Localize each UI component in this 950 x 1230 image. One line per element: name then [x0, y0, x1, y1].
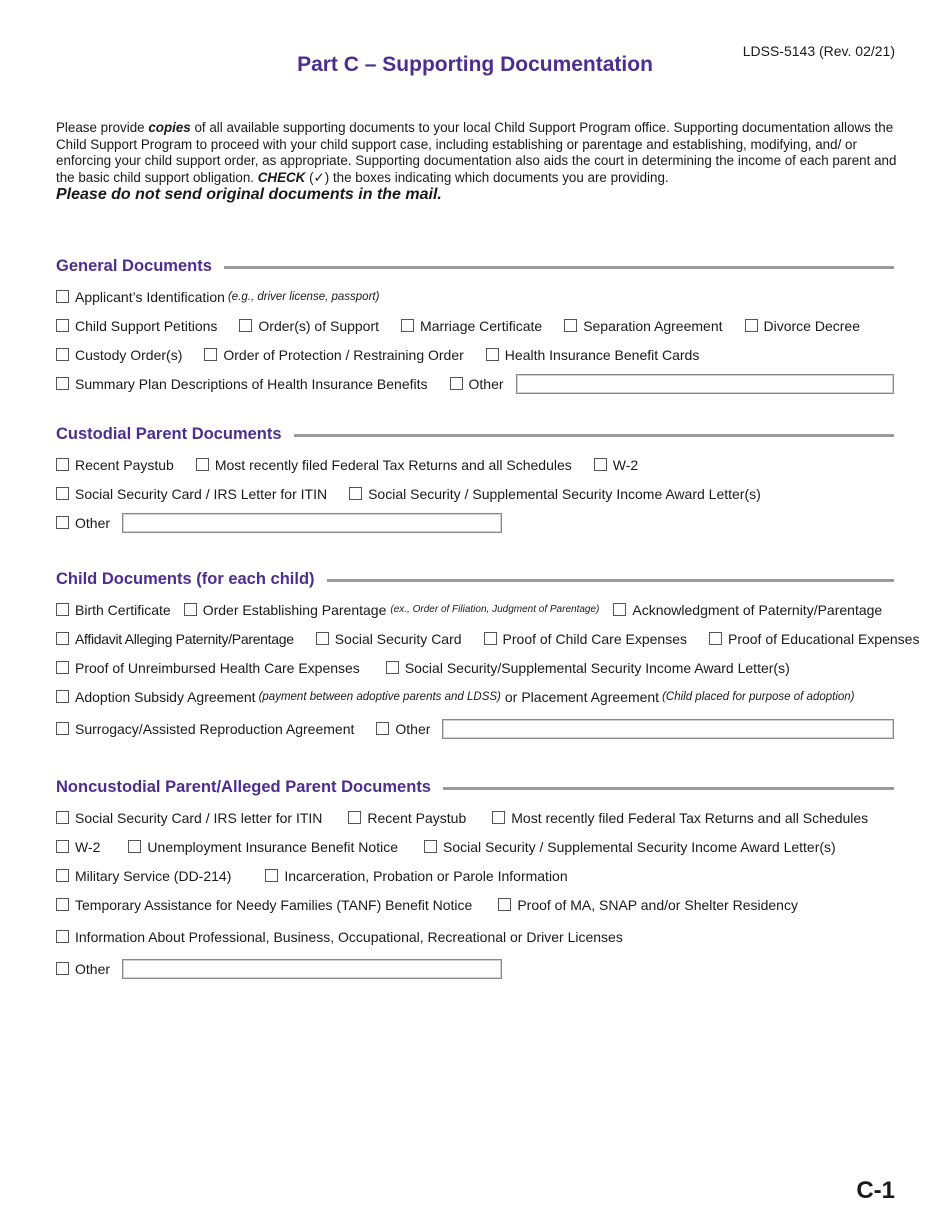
option-label: Social Security/Supplemental Security Income Award Letter(s): [404, 659, 790, 676]
section-header: [56, 569, 894, 589]
option-label: Other: [395, 720, 431, 737]
child-care-checkbox[interactable]: [484, 632, 497, 645]
checkbox-row: [56, 624, 920, 653]
checkbox-row: [56, 711, 894, 746]
noncustodial-other-option[interactable]: [56, 961, 110, 977]
order-of-protection-option[interactable]: [204, 347, 463, 363]
affidavit-option[interactable]: [56, 631, 294, 647]
summary-plan-option[interactable]: [56, 376, 428, 392]
option-label: Health Insurance Benefit Cards: [504, 346, 700, 363]
general-documents-section: [56, 256, 894, 398]
adoption-subsidy-checkbox[interactable]: [56, 690, 69, 703]
option-label: Most recently filed Federal Tax Returns and all Schedules: [511, 809, 869, 826]
intro-text: (✓) the boxes indicating which documents you are providing.: [305, 169, 669, 185]
checkbox-row: [56, 479, 894, 508]
custodial-w2-option[interactable]: [594, 457, 638, 473]
option-label: Divorce Decree: [763, 317, 860, 334]
option-label: Information About Professional, Business, Occupational, Recreational or Driver Licenses: [75, 928, 623, 945]
child-documents-section: [56, 569, 920, 746]
custodial-ss-card-option[interactable]: [56, 486, 327, 502]
child-other-checkbox[interactable]: [376, 722, 389, 735]
option-label: Summary Plan Descriptions of Health Insurance Benefits: [75, 375, 428, 392]
option-label: Order(s) of Support: [258, 317, 380, 334]
option-label: W-2: [612, 456, 639, 473]
option-label: Placement Agreement: [521, 688, 660, 705]
intro-emphasis-copies: copies: [148, 120, 191, 135]
checkbox-row: [56, 450, 894, 479]
custodial-ss-award-option[interactable]: [349, 486, 761, 502]
intro-warning: Please do not send original documents in the mail.: [56, 186, 442, 204]
general-other-option[interactable]: [450, 376, 504, 392]
checkbox-row: [56, 311, 894, 340]
option-note: (Child placed for purpose of adoption): [662, 690, 855, 703]
option-label: W-2: [75, 838, 101, 855]
option-label: Social Security Card: [334, 630, 462, 647]
checkbox-row: [56, 954, 894, 983]
licenses-checkbox[interactable]: [56, 930, 69, 943]
noncustodial-w2-checkbox[interactable]: [56, 840, 69, 853]
checkbox-row: [56, 861, 894, 890]
surrogacy-checkbox[interactable]: [56, 722, 69, 735]
checkbox-row: [56, 282, 894, 311]
surrogacy-option[interactable]: [56, 721, 354, 737]
page-number: C-1: [856, 1177, 895, 1204]
or-text: or: [504, 688, 518, 705]
intro-emphasis-check: CHECK: [257, 169, 306, 185]
ma-snap-option[interactable]: [498, 897, 798, 913]
section-divider: [224, 266, 894, 269]
noncustodial-ss-award-option[interactable]: [424, 839, 836, 855]
option-label: Child Support Petitions: [75, 317, 218, 334]
licenses-option[interactable]: [56, 929, 623, 945]
option-label: Other: [75, 514, 111, 531]
option-label: Applicant’s Identification: [75, 288, 225, 305]
tanf-checkbox[interactable]: [56, 898, 69, 911]
child-support-petitions-checkbox[interactable]: [56, 319, 69, 332]
birth-certificate-option[interactable]: [56, 602, 171, 618]
checkbox-row: [56, 369, 894, 398]
summary-plan-checkbox[interactable]: [56, 377, 69, 390]
noncustodial-paystub-checkbox[interactable]: [348, 811, 361, 824]
divorce-decree-checkbox[interactable]: [745, 319, 758, 332]
child-other-input[interactable]: [442, 719, 894, 739]
option-label: Adoption Subsidy Agreement: [75, 688, 256, 705]
noncustodial-ss-award-checkbox[interactable]: [424, 840, 437, 853]
general-other-input[interactable]: [516, 374, 894, 394]
unreimbursed-checkbox[interactable]: [56, 661, 69, 674]
section-divider: [294, 434, 894, 437]
orders-of-support-option[interactable]: [239, 318, 379, 334]
child-other-option[interactable]: [376, 721, 430, 737]
applicant-id-checkbox[interactable]: [56, 290, 69, 303]
option-note: (ex., Order of Filiation, Judgment of Parentage): [390, 604, 600, 615]
custodial-parent-section: [56, 424, 894, 537]
adoption-subsidy-option[interactable]: [56, 689, 855, 705]
checkbox-row: [56, 890, 894, 919]
child-support-petitions-option[interactable]: [56, 318, 217, 334]
educational-checkbox[interactable]: [709, 632, 722, 645]
health-insurance-cards-option[interactable]: [486, 347, 700, 363]
birth-certificate-checkbox[interactable]: [56, 603, 69, 616]
military-checkbox[interactable]: [56, 869, 69, 882]
option-label: Proof of Child Care Expenses: [502, 630, 687, 647]
intro-text: Please provide: [56, 120, 149, 135]
checkbox-row: [56, 803, 894, 832]
noncustodial-ss-card-checkbox[interactable]: [56, 811, 69, 824]
child-ss-award-checkbox[interactable]: [386, 661, 399, 674]
incarceration-option[interactable]: [265, 868, 567, 884]
noncustodial-other-input[interactable]: [122, 959, 502, 979]
intro-paragraph: [56, 120, 912, 204]
educational-option[interactable]: [709, 631, 919, 647]
custodial-other-input[interactable]: [122, 513, 502, 533]
checkbox-row: [56, 653, 894, 682]
custodial-other-checkbox[interactable]: [56, 516, 69, 529]
checkbox-row: [56, 595, 894, 624]
checkbox-row: [56, 682, 894, 711]
noncustodial-parent-section: [56, 777, 894, 983]
military-option[interactable]: [56, 868, 231, 884]
acknowledgment-option[interactable]: [613, 602, 882, 618]
option-label: Military Service (DD-214): [75, 867, 232, 884]
noncustodial-other-checkbox[interactable]: [56, 962, 69, 975]
noncustodial-ss-card-option[interactable]: [56, 810, 322, 826]
section-header: [56, 256, 894, 276]
applicant-id-option[interactable]: [56, 289, 379, 305]
order-of-protection-checkbox[interactable]: [204, 348, 217, 361]
health-insurance-cards-checkbox[interactable]: [486, 348, 499, 361]
option-label: Birth Certificate: [75, 601, 171, 618]
section-title: Noncustodial Parent/Alleged Parent Documents: [56, 777, 431, 796]
custodial-paystub-checkbox[interactable]: [56, 458, 69, 471]
divorce-decree-option[interactable]: [745, 318, 860, 334]
custodial-w2-checkbox[interactable]: [594, 458, 607, 471]
custody-orders-option[interactable]: [56, 347, 182, 363]
checkbox-row: [56, 340, 894, 369]
option-label: Temporary Assistance for Needy Families (TANF) Benefit Notice: [75, 896, 473, 913]
custodial-ss-card-checkbox[interactable]: [56, 487, 69, 500]
option-label: Social Security Card / IRS Letter for ITIN: [75, 485, 328, 502]
affidavit-checkbox[interactable]: [56, 632, 69, 645]
order-establishing-option[interactable]: [184, 602, 600, 618]
section-title: General Documents: [56, 256, 212, 275]
option-label: Social Security Card / IRS letter for ITIN: [75, 809, 323, 826]
option-label: Proof of Educational Expenses: [727, 630, 920, 647]
option-label: Affidavit Alleging Paternity/Parentage: [75, 630, 294, 647]
child-care-option[interactable]: [484, 631, 687, 647]
form-id: LDSS-5143 (Rev. 02/21): [742, 43, 895, 59]
noncustodial-tax-returns-option[interactable]: [492, 810, 868, 826]
orders-of-support-checkbox[interactable]: [239, 319, 252, 332]
option-label: Recent Paystub: [367, 809, 467, 826]
option-label: Most recently filed Federal Tax Returns and all Schedules: [214, 456, 572, 473]
section-header: [56, 424, 894, 444]
option-label: Proof of Unreimbursed Health Care Expenses: [75, 659, 360, 676]
custodial-ss-award-checkbox[interactable]: [349, 487, 362, 500]
page-title: Part C – Supporting Documentation: [297, 53, 653, 76]
option-label: Separation Agreement: [583, 317, 723, 334]
noncustodial-w2-option[interactable]: [56, 839, 100, 855]
separation-agreement-checkbox[interactable]: [564, 319, 577, 332]
unemployment-option[interactable]: [128, 839, 398, 855]
option-label: Social Security / Supplemental Security Income Award Letter(s): [368, 485, 761, 502]
custodial-other-option[interactable]: [56, 515, 110, 531]
separation-agreement-option[interactable]: [564, 318, 722, 334]
acknowledgment-checkbox[interactable]: [613, 603, 626, 616]
option-label: Proof of MA, SNAP and/or Shelter Residency: [517, 896, 798, 913]
tanf-option[interactable]: [56, 897, 472, 913]
section-header: [56, 777, 894, 797]
option-label: Other: [75, 960, 111, 977]
checkbox-row: [56, 832, 894, 861]
option-label: Acknowledgment of Paternity/Parentage: [632, 601, 883, 618]
unreimbursed-option[interactable]: [56, 660, 360, 676]
option-label: Other: [468, 375, 504, 392]
custodial-tax-returns-option[interactable]: [196, 457, 572, 473]
option-label: Order of Protection / Restraining Order: [223, 346, 464, 363]
option-label: Custody Order(s): [75, 346, 183, 363]
child-ss-award-option[interactable]: [386, 660, 790, 676]
checkbox-row: [56, 508, 894, 537]
unemployment-checkbox[interactable]: [128, 840, 141, 853]
option-label: Order Establishing Parentage: [202, 601, 387, 618]
section-divider: [327, 579, 894, 582]
child-ss-card-option[interactable]: [316, 631, 462, 647]
order-establishing-checkbox[interactable]: [184, 603, 197, 616]
custodial-tax-returns-checkbox[interactable]: [196, 458, 209, 471]
intro-text: of all available supporting documents to your local Child Support Program office. Supporting documentation allows the Child Support Program to proceed with your child support case, including establishing or parentage and establishing, modifying, and/ or enforcing your child support order, as appropriate. Supporting documentation also aids the court in determining the income of each parent and the basic child support obligation.: [56, 120, 897, 185]
section-title: Custodial Parent Documents: [56, 424, 282, 443]
section-title: Child Documents (for each child): [56, 569, 315, 588]
option-label: Marriage Certificate: [420, 317, 543, 334]
marriage-certificate-option[interactable]: [401, 318, 542, 334]
ma-snap-checkbox[interactable]: [498, 898, 511, 911]
option-label: Recent Paystub: [75, 456, 174, 473]
section-divider: [443, 787, 894, 790]
option-label: Incarceration, Probation or Parole Information: [284, 867, 568, 884]
incarceration-checkbox[interactable]: [265, 869, 278, 882]
noncustodial-paystub-option[interactable]: [348, 810, 466, 826]
option-note: (payment between adoptive parents and LDSS): [258, 690, 501, 703]
option-label: Unemployment Insurance Benefit Notice: [147, 838, 398, 855]
option-label: Social Security / Supplemental Security Income Award Letter(s): [443, 838, 836, 855]
option-label: Surrogacy/Assisted Reproduction Agreement: [75, 720, 355, 737]
marriage-certificate-checkbox[interactable]: [401, 319, 414, 332]
checkbox-row: [56, 919, 894, 954]
child-ss-card-checkbox[interactable]: [316, 632, 329, 645]
noncustodial-tax-returns-checkbox[interactable]: [492, 811, 505, 824]
option-note: (e.g., driver license, passport): [227, 290, 380, 303]
custody-orders-checkbox[interactable]: [56, 348, 69, 361]
custodial-paystub-option[interactable]: [56, 457, 174, 473]
general-other-checkbox[interactable]: [450, 377, 463, 390]
